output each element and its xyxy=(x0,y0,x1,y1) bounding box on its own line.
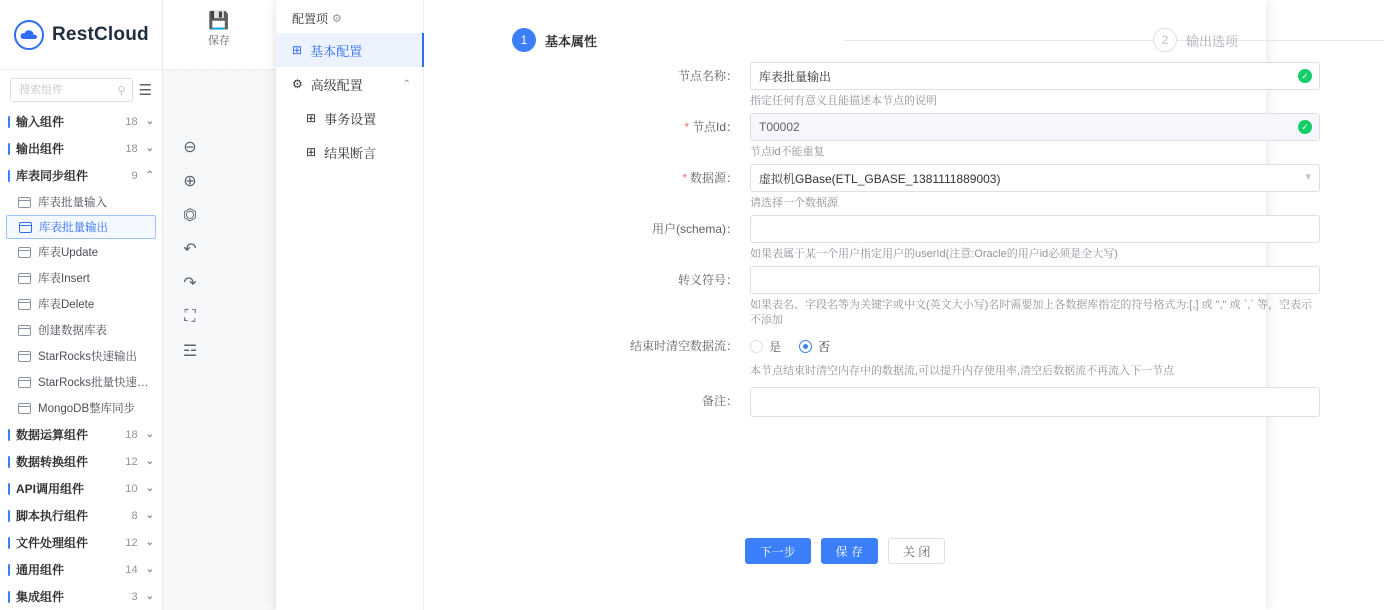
node-name-label: 节点名称： xyxy=(677,69,738,83)
dialog-menu xyxy=(276,33,423,169)
node-name-input[interactable] xyxy=(750,62,1320,90)
field-datasource xyxy=(424,164,1311,211)
redo-icon[interactable]: ↷ xyxy=(183,275,197,292)
component-item[interactable] xyxy=(0,239,162,265)
topbar-save-label: 保存 xyxy=(208,35,230,47)
dialog-menu-item-label: 事务设置 xyxy=(324,111,377,127)
group-label: 集成组件 xyxy=(16,590,65,604)
group-count: 3 xyxy=(131,590,138,603)
schema-input[interactable] xyxy=(750,215,1320,243)
close-button[interactable]: 关 闭 xyxy=(888,538,945,564)
component-item-label: 库表批量输入 xyxy=(38,197,107,209)
chevron-down-icon[interactable]: ⌄ xyxy=(145,483,154,494)
search-input[interactable] xyxy=(17,83,117,97)
step-connector xyxy=(844,40,1384,41)
component-item-label: 库表Insert xyxy=(38,273,90,285)
chevron-down-icon[interactable]: ⌄ xyxy=(145,143,154,154)
component-search-row xyxy=(0,70,162,108)
component-group-header[interactable] xyxy=(0,162,162,189)
next-step-button[interactable]: 下一步 xyxy=(745,538,811,564)
field-node-id xyxy=(424,113,1309,160)
component-item-label: 库表Delete xyxy=(38,299,95,311)
brand xyxy=(0,0,162,70)
required-marker: * xyxy=(682,171,687,185)
schema-hint: 如果表属于某一个用户指定用户的userId(注意:Oracle的用户id必须是全大写) xyxy=(750,248,1118,260)
brand-name: RestCloud xyxy=(52,23,149,45)
list-toggle-icon[interactable]: ☰ xyxy=(138,81,152,99)
step-basic-properties[interactable] xyxy=(512,28,597,52)
chevron-down-icon[interactable]: ⌄ xyxy=(145,591,154,602)
dialog-menu-item-label: 结果断言 xyxy=(324,145,377,161)
component-group-header[interactable] xyxy=(0,502,162,529)
group-accent-bar xyxy=(8,591,10,603)
grid-icon: ⊞ xyxy=(292,43,303,57)
escape-char-label: 转义符号： xyxy=(677,273,738,287)
chevron-down-icon[interactable]: ⌄ xyxy=(145,564,154,575)
save-button[interactable]: 保 存 xyxy=(821,538,878,564)
schema-label: 用户(schema)： xyxy=(651,222,738,236)
group-count: 12 xyxy=(125,455,138,468)
group-label: 库表同步组件 xyxy=(16,169,89,183)
step-2-label: 输出选项 xyxy=(1185,33,1238,49)
select-area-icon[interactable]: ⛶ xyxy=(184,308,196,325)
datasource-label: * 数据源： xyxy=(682,171,738,185)
dialog-menu-item[interactable] xyxy=(276,101,423,135)
step-1-label: 基本属性 xyxy=(545,33,598,49)
group-count: 12 xyxy=(125,536,138,549)
table-delete-icon xyxy=(18,298,31,311)
component-item[interactable] xyxy=(0,189,162,215)
table-insert-icon xyxy=(18,272,31,285)
clear-stream-yes-label: 是 xyxy=(769,339,782,354)
group-label: 输入组件 xyxy=(16,115,65,129)
group-count: 18 xyxy=(125,428,138,441)
dialog-nav-title xyxy=(276,0,423,33)
table-update-icon xyxy=(18,246,31,259)
component-group-header[interactable] xyxy=(0,448,162,475)
chevron-down-icon[interactable]: ⌄ xyxy=(145,429,154,440)
canvas-toolbar xyxy=(176,135,204,363)
component-item[interactable] xyxy=(0,395,162,421)
component-item[interactable] xyxy=(0,343,162,369)
group-label: 脚本执行组件 xyxy=(16,509,89,523)
group-count: 10 xyxy=(125,482,138,495)
datasource-hint: 请选择一个数据源 xyxy=(750,197,838,209)
valid-check-icon: ✓ xyxy=(1298,69,1312,83)
dialog-menu-item[interactable] xyxy=(276,67,423,101)
component-group-header[interactable] xyxy=(0,583,162,610)
node-id-hint: 节点id不能重复 xyxy=(750,146,825,158)
required-marker: * xyxy=(684,120,689,134)
chevron-down-icon[interactable]: ⌄ xyxy=(145,537,154,548)
node-name-hint: 指定任何有意义且能描述本节点的说明 xyxy=(750,95,937,107)
zoom-out-icon[interactable]: ⊖ xyxy=(183,139,197,156)
group-accent-bar xyxy=(8,537,10,549)
component-group-header[interactable] xyxy=(0,421,162,448)
component-item-label: MongoDB整库同步 xyxy=(38,403,136,415)
group-accent-bar xyxy=(8,456,10,468)
dialog-menu-item[interactable] xyxy=(276,33,423,67)
group-accent-bar xyxy=(8,510,10,522)
settings-icon: ⚙ xyxy=(292,77,303,91)
component-group-header[interactable] xyxy=(0,108,162,135)
clear-stream-label: 结束时清空数据流： xyxy=(629,339,738,353)
cloud-icon xyxy=(14,20,44,50)
dialog-menu-item-label: 基本配置 xyxy=(310,43,363,59)
undo-icon[interactable]: ↶ xyxy=(183,241,197,258)
field-clear-stream xyxy=(424,332,1266,379)
group-count: 18 xyxy=(125,115,138,128)
gear-icon: ⚙ xyxy=(332,13,342,25)
group-label: 文件处理组件 xyxy=(16,536,89,550)
search-icon: ⚲ xyxy=(117,84,126,97)
starrocks-icon xyxy=(18,350,31,363)
component-item[interactable] xyxy=(6,215,156,239)
node-config-form xyxy=(424,62,1313,610)
remark-label: 备注： xyxy=(701,394,738,408)
chevron-up-icon[interactable]: ⌃ xyxy=(402,78,411,90)
valid-check-icon: ✓ xyxy=(1298,120,1312,134)
component-item[interactable] xyxy=(0,317,162,343)
starrocks-batch-icon xyxy=(18,376,31,389)
component-group-header[interactable] xyxy=(0,529,162,556)
clear-stream-radio-group xyxy=(750,332,1320,360)
save-icon: 💾 xyxy=(208,11,230,30)
component-item-label: 库表批量输出 xyxy=(39,222,108,234)
clear-stream-no-label: 否 xyxy=(818,339,831,354)
field-remark xyxy=(424,387,1266,420)
group-label: 数据运算组件 xyxy=(16,428,89,442)
table-out-icon xyxy=(19,221,32,234)
chevron-down-icon[interactable]: ⌄ xyxy=(145,116,154,127)
step-2-number: 2 xyxy=(1153,28,1177,52)
clear-stream-radio-no[interactable] xyxy=(799,338,830,355)
field-escape-char xyxy=(424,266,1313,328)
dialog-menu-item-label: 高级配置 xyxy=(310,77,363,93)
group-accent-bar xyxy=(8,143,10,155)
group-count: 9 xyxy=(131,169,138,182)
datasource-select[interactable] xyxy=(750,164,1320,192)
group-label: API调用组件 xyxy=(16,482,85,496)
clear-stream-radio-yes[interactable] xyxy=(750,338,781,355)
table-in-icon xyxy=(18,196,31,209)
fit-screen-icon[interactable]: ⏣ xyxy=(183,207,197,224)
eraser-icon[interactable]: ☲ xyxy=(182,343,198,360)
component-item-label: StarRocks快速输出 xyxy=(38,351,138,363)
group-accent-bar xyxy=(8,564,10,576)
group-count: 14 xyxy=(125,563,138,576)
chevron-down-icon[interactable]: ▾ xyxy=(1305,171,1311,183)
group-count: 18 xyxy=(125,142,138,155)
mongodb-icon xyxy=(18,402,31,415)
node-id-input[interactable] xyxy=(750,113,1320,141)
dialog-nav-title-label: 配置项 xyxy=(292,12,329,26)
step-1-number: 1 xyxy=(512,28,536,52)
field-node-name xyxy=(424,62,1309,109)
escape-char-input[interactable] xyxy=(750,266,1320,294)
component-item-label: StarRocks批量快速… xyxy=(38,377,149,389)
component-groups xyxy=(0,108,162,610)
component-item-label: 创建数据库表 xyxy=(38,325,107,337)
group-count: 8 xyxy=(131,509,138,522)
grid-icon: ⊞ xyxy=(306,145,317,159)
component-group-header[interactable] xyxy=(0,475,162,502)
grid-icon: ⊞ xyxy=(306,111,317,125)
dialog-menu-item[interactable] xyxy=(276,135,423,169)
table-create-icon xyxy=(18,324,31,337)
clear-stream-hint: 本节点结束时清空内存中的数据流,可以提升内存使用率,清空后数据流不再流入下一节点 xyxy=(750,365,1175,377)
group-label: 输出组件 xyxy=(16,142,65,156)
zoom-in-icon[interactable]: ⊕ xyxy=(183,173,197,190)
node-id-label: * 节点Id： xyxy=(684,120,738,134)
group-accent-bar xyxy=(8,170,10,182)
dialog-nav xyxy=(276,0,424,610)
node-config-dialog xyxy=(276,0,1313,610)
component-item[interactable] xyxy=(0,369,162,395)
step-output-options[interactable] xyxy=(1153,28,1238,52)
chevron-up-icon[interactable]: ⌃ xyxy=(145,170,154,181)
component-sidebar xyxy=(0,0,163,610)
field-schema xyxy=(424,215,1266,262)
topbar-save-button[interactable] xyxy=(193,10,245,48)
component-group-header[interactable] xyxy=(0,556,162,583)
group-accent-bar xyxy=(8,483,10,495)
component-item-label: 库表Update xyxy=(38,247,99,259)
component-item[interactable] xyxy=(0,265,162,291)
radio-dot-icon xyxy=(750,340,763,353)
escape-char-hint: 如果表名、字段名等为关键字或中文(英文大小写)名时需要加上各数据库指定的符号格式为:[,] 或 "," 或 `,` 等，空表示不添加 xyxy=(750,299,1313,326)
chevron-down-icon[interactable]: ⌄ xyxy=(145,456,154,467)
dialog-footer xyxy=(424,538,1266,564)
search-box[interactable] xyxy=(10,78,133,102)
group-label: 通用组件 xyxy=(16,563,65,577)
component-group-header[interactable] xyxy=(0,135,162,162)
group-label: 数据转换组件 xyxy=(16,455,89,469)
group-accent-bar xyxy=(8,116,10,128)
group-accent-bar xyxy=(8,429,10,441)
radio-dot-icon xyxy=(799,340,812,353)
chevron-down-icon[interactable]: ⌄ xyxy=(145,510,154,521)
component-item[interactable] xyxy=(0,291,162,317)
remark-textarea[interactable] xyxy=(750,387,1320,417)
